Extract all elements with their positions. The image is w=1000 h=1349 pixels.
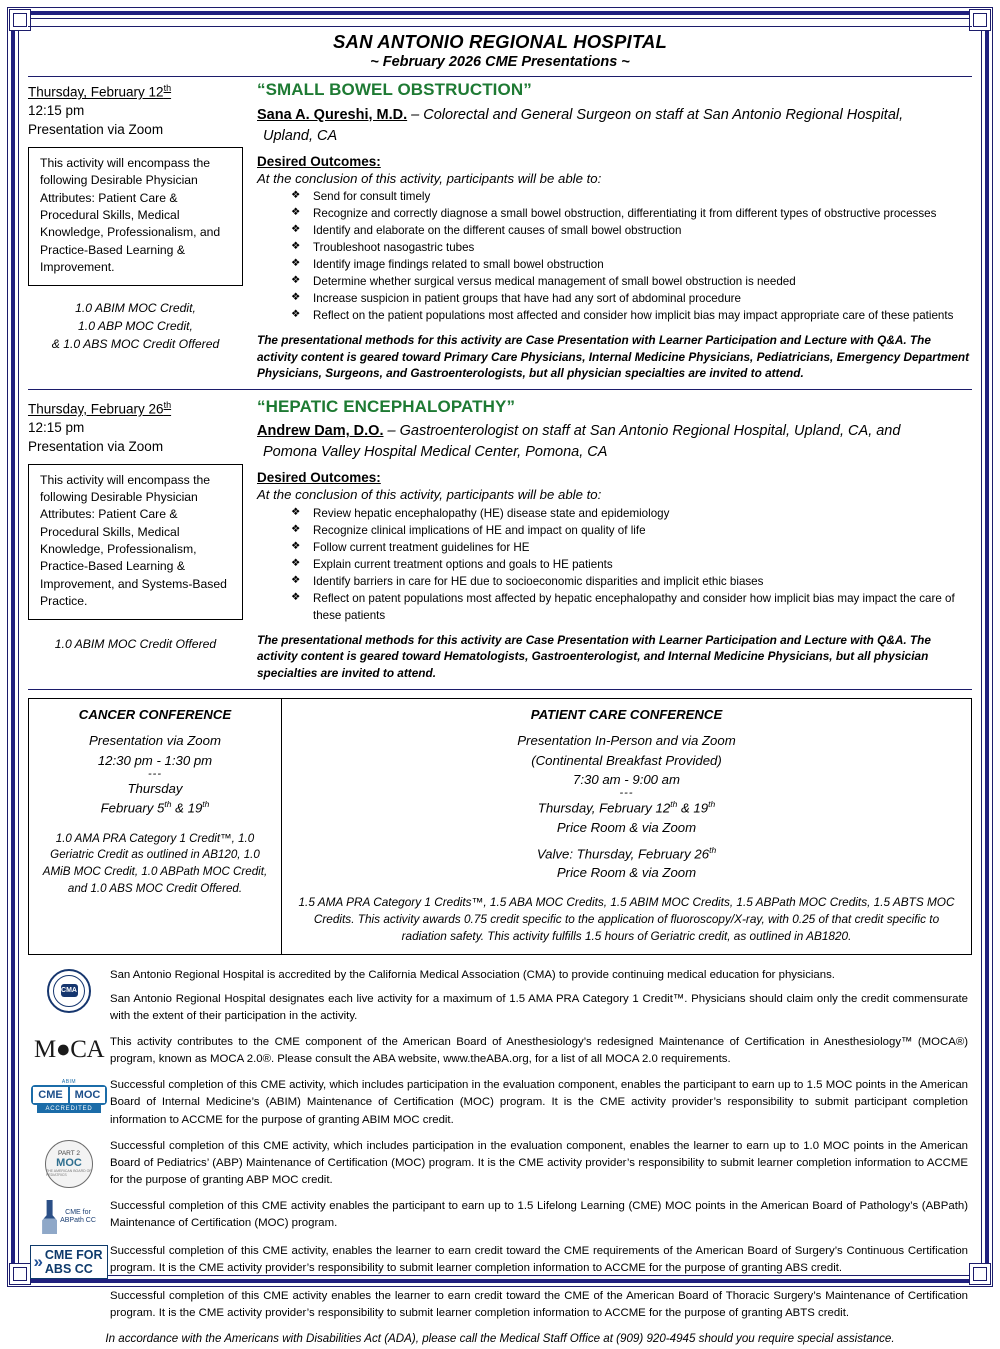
patient-care-room-1: Price Room & via Zoom: [556, 819, 697, 835]
abp-logo-moc: MOC: [56, 1157, 82, 1170]
session-2-speaker-name: Andrew Dam, D.O.: [257, 423, 384, 440]
session-2-time: 12:15 pm: [28, 419, 85, 435]
pc-date1-ordinal-2: th: [708, 799, 716, 810]
header-rule-top: [28, 26, 972, 27]
cancer-conference-venue: Presentation via Zoom: [89, 733, 221, 749]
list-item: ❖ Review hepatic encephalopathy (HE) disease state and epidemiology: [291, 506, 972, 523]
cancer-date-ordinal-1: th: [164, 799, 172, 810]
microscope-icon: [42, 1200, 57, 1234]
abpath-logo-container: [28, 1198, 110, 1234]
session-1-venue: Presentation via Zoom: [28, 122, 164, 137]
patient-care-room-2: Price Room & via Zoom: [556, 865, 697, 881]
list-item: ❖ Reflect on the patient populations most affected and consider how implicit bias may impact appropriate care of these patients: [291, 308, 972, 325]
session-2-date-text: Thursday, February 26: [28, 401, 164, 417]
abpath-cme-icon: [42, 1200, 96, 1234]
session-1-speaker-role: – Colorectal and General Surgeon on staff at San Antonio Regional Hospital,: [407, 106, 904, 123]
session-2-date-ordinal: th: [163, 400, 172, 411]
session-1-date: [28, 82, 243, 102]
abp-logo-caption: THE AMERICAN BOARD OF PEDIATRICS: [46, 1169, 92, 1178]
accreditation-row-abts: [28, 1288, 972, 1322]
session-1-topic-title: “SMALL BOWEL OBSTRUCTION”: [257, 80, 532, 100]
session-2-attributes-box: This activity will encompass the following Desirable Physician Attributes: Patient Care & Procedural Skills, Medical Knowledge, Professionalism, Practice-Based Learning & Improvement, and Systems-Based Practice.: [28, 464, 243, 621]
session-1-date-text: Thursday, February 12: [28, 84, 164, 100]
abim-logo-container: [28, 1077, 110, 1113]
list-item: ❖ Troubleshoot nasogastric tubes: [291, 240, 972, 257]
session-2-outcomes-lead: At the conclusion of this activity, participants will be able to:: [257, 487, 602, 503]
list-item: ❖ Identify and elaborate on the different causes of small bowel obstruction: [291, 223, 972, 240]
pc-date1-text: Thursday, February 12: [537, 800, 671, 816]
patient-care-time: 7:30 am - 9:00 am: [572, 771, 681, 787]
cancer-date-mid: & 19: [171, 800, 203, 816]
moca-logo-container: [28, 1034, 110, 1064]
session-2-topic-title: “HEPATIC ENCEPHALOPATHY”: [257, 397, 516, 417]
accreditation-row-abp: [28, 1138, 972, 1189]
pc-date2-text: Valve: Thursday, February 26: [536, 846, 710, 862]
cancer-conference-credits: 1.0 AMA PRA Category 1 Credit™, 1.0 Geriatric Credit as outlined in AB120, 1.0 AMiB MOC Credit, 1.0 ABPath MOC Credit, and 1.0 ABS MOC Credit Offered.: [42, 831, 268, 896]
accreditation-paragraph: This activity contributes to the CME component of the American Board of Anesthesiology’s redesigned Maintenance of Certification in Anesthesiology™ (MOCA®) program, known as MOCA 2.0®. Please consult the ABA website, www.theABA.org, for a list of all MOCA 2.0 requirements.: [110, 1036, 968, 1066]
conference-table: [28, 698, 972, 955]
session-2-credits: [28, 636, 243, 654]
accreditation-row-abpath: [28, 1198, 972, 1234]
pc-date1-mid: & 19: [677, 800, 709, 816]
session-1-methods: The presentational methods for this activity are Case Presentation with Learner Participation and Lecture with Q&A. The activity content is geared toward Primary Care Physicians, Internal Medicine Physicians, Pediatricians, Emergency Department Physicians, Surgeons, and Gastroenterologists, but all physician specialties are invited to attend.: [257, 332, 970, 381]
cancer-conference-day: Thursday: [127, 781, 183, 797]
cma-logo-container: [28, 967, 110, 1013]
session-2-speaker-role-cont: Pomona Valley Hospital Medical Center, Pomona, CA: [263, 444, 608, 461]
accreditation-text-moca: [110, 1034, 972, 1068]
cancer-conference-dates: [37, 798, 273, 818]
patient-care-dates-2: [290, 844, 963, 864]
session-block-2: [28, 394, 972, 682]
abs-cc-icon: [30, 1245, 107, 1279]
cma-seal-icon: CMA: [47, 969, 91, 1013]
list-item: ❖ Identify image findings related to small bowel obstruction: [291, 257, 972, 274]
moca-logo-icon: M●CA: [33, 1036, 105, 1064]
session-1-attributes-box: This activity will encompass the following Desirable Physician Attributes: Patient Care & Procedural Skills, Medical Knowledge, Professionalism, and Practice-Based Learning & Improvement.: [28, 147, 243, 286]
cancer-conference-cell: [29, 699, 282, 954]
accreditation-text-abim: [110, 1077, 972, 1128]
list-item: ❖ Increase suspicion in patient groups that have had any sort of abdominal procedure: [291, 291, 972, 308]
accreditation-paragraph: Successful completion of this CME activity, which includes participation in the evaluation component, enables the participant to earn up to 1.5 MOC points in the American Board of Internal Medicine’s (ABIM) Maintenance of Certification (MOC) program. It is the CME activity provider’s responsibility to submit participant completion information to ACCME for the purpose of granting ABIM MOC credit.: [110, 1079, 968, 1126]
ada-notice: In accordance with the Americans with Disabilities Act (ADA), please call the Medical Staff Office at (909) 920-4945 should you require special assistance.: [105, 1332, 895, 1346]
accreditation-section: [28, 967, 972, 1322]
abp-part2-moc-icon: [45, 1140, 93, 1188]
patient-care-dates-1: [290, 798, 963, 818]
session-1-speaker: [257, 105, 972, 147]
session-1-time: 12:15 pm: [28, 103, 85, 119]
cancer-date-text: February 5: [100, 800, 165, 816]
session-block-1: [28, 77, 972, 382]
abs-logo-line1: CME FOR: [44, 1247, 103, 1262]
session-2-right-column: [243, 394, 972, 682]
session-2-date: [28, 399, 243, 419]
accreditation-text-cma: [110, 967, 972, 1025]
pc-date2-ordinal: th: [709, 844, 717, 855]
abim-cme-moc-icon: [31, 1079, 107, 1113]
list-item: ❖ Send for consult timely: [291, 189, 972, 206]
accreditation-paragraph: San Antonio Regional Hospital is accredited by the California Medical Association (CMA) to provide continuing medical education for physicians.: [110, 968, 835, 981]
accreditation-row-cma: [28, 967, 972, 1025]
abp-logo-container: [28, 1138, 110, 1188]
session-1-credits: [28, 300, 243, 353]
session-2-outcomes-list: [257, 506, 972, 624]
cancer-conference-separator: ---: [148, 767, 162, 780]
list-item: ❖ Recognize and correctly diagnose a small bowel obstruction, differentiating it from different types of obstructive processes: [291, 206, 972, 223]
session-1-credit-line: 1.0 ABIM MOC Credit,: [75, 301, 196, 316]
patient-care-credits: 1.5 AMA PRA Category 1 Credits™, 1.5 ABA MOC Credits, 1.5 ABIM MOC Credits, 1.5 ABPath MOC Credits, 1.5 ABTS MOC Credits. This activity awards 0.75 credit specific to the application of fluoroscopy/X-ray, with 0.25 of that credit specific to radiation safety. This activity fulfills 1.5 hours of Geriatric credit, as outlined in AB1820.: [298, 894, 955, 943]
abts-logo-container: [28, 1288, 110, 1290]
cancer-conference-title: CANCER CONFERENCE: [78, 706, 232, 722]
accreditation-row-abs: [28, 1243, 972, 1279]
session-1-speaker-role-cont: Upland, CA: [263, 127, 338, 144]
session-2-methods: The presentational methods for this activity are Case Presentation with Learner Participation and Lecture with Q&A. The activity content is geared toward Hematologists, Gastroenterologist, and Internal Medicine Physicians, but all physician specialties are invited to attend.: [257, 632, 931, 681]
cancer-conference-time: 12:30 pm - 1:30 pm: [97, 752, 213, 768]
accreditation-row-abim: [28, 1077, 972, 1128]
abs-logo-container: [28, 1243, 110, 1279]
abp-logo-part: PART 2: [57, 1150, 81, 1158]
accreditation-paragraph: Successful completion of this CME activity, which includes participation in the evaluation component, enables the learner to earn up to 1.0 MOC points in the American Board of Pediatrics’ (ABP) Maintenance of Certification (MOC) program. It is the CME activity provider’s responsibility to submit learner completion information to ACCME for the purpose of granting ABP MOC credit.: [110, 1139, 968, 1186]
accreditation-paragraph: San Antonio Regional Hospital designates each live activity for a maximum of 1.5 AMA PRA Category 1 Credit™. Physicians should claim only the credit commensurate with the extent of their participation in the activity.: [110, 992, 968, 1022]
session-1-credit-line: & 1.0 ABS MOC Credit Offered: [51, 336, 220, 351]
abim-logo-moc: MOC: [70, 1087, 105, 1103]
session-2-speaker: [257, 421, 972, 463]
session-1-speaker-name: Sana A. Qureshi, M.D.: [257, 106, 408, 123]
list-item: ❖ Explain current treatment options and goals to HE patients: [291, 557, 972, 574]
patient-care-breakfast: (Continental Breakfast Provided): [531, 752, 722, 768]
accreditation-text-abpath: [110, 1198, 972, 1232]
patient-care-separator: ---: [619, 786, 634, 799]
abim-logo-accredited: ACCREDITED: [37, 1105, 101, 1113]
cancer-date-ordinal-2: th: [202, 799, 210, 810]
session-2-speaker-role: – Gastroenterologist on staff at San Antonio Regional Hospital, Upland, CA, and: [383, 423, 901, 440]
accreditation-paragraph: Successful completion of this CME activity enables the learner to earn credit toward the CME of the American Board of Thoracic Surgery’s Maintenance of Certification program. It is the CME activity provider’s responsibility to submit learner completion information to ACCME for the purpose of granting ABTS credit.: [110, 1289, 968, 1320]
session-2-venue: Presentation via Zoom: [28, 438, 164, 454]
abim-logo-cme: CME: [33, 1087, 70, 1103]
session-1-date-ordinal: th: [163, 83, 172, 94]
list-item: ❖ Follow current treatment guidelines for HE: [291, 540, 972, 557]
corner-ornament-bottom-right: [969, 1263, 991, 1285]
document-content: [28, 26, 972, 1349]
page-title: SAN ANTONIO REGIONAL HOSPITAL: [332, 31, 668, 52]
patient-care-conference-title: PATIENT CARE CONFERENCE: [530, 706, 723, 722]
session-1-credit-line: 1.0 ABP MOC Credit,: [78, 318, 193, 333]
session-1-outcomes-heading: Desired Outcomes:: [257, 153, 381, 169]
abim-logo-top: ABIM: [61, 1079, 77, 1086]
pc-date1-ordinal-1: th: [670, 799, 678, 810]
page-subtitle: ~ February 2026 CME Presentations ~: [370, 54, 630, 71]
abpath-logo-line1: CME for: [65, 1208, 91, 1216]
abs-logo-line2: ABS CC: [44, 1261, 93, 1276]
accreditation-text-abp: [110, 1138, 972, 1189]
session-2-outcomes-heading: Desired Outcomes:: [257, 470, 381, 486]
session-divider-rule: [28, 389, 972, 390]
accreditation-text-abts: [110, 1288, 972, 1322]
session-1-outcomes-lead: At the conclusion of this activity, participants will be able to:: [257, 170, 602, 186]
list-item: ❖ Recognize clinical implications of HE and impact on quality of life: [291, 523, 972, 540]
list-item: ❖ Reflect on patent populations most affected by hepatic encephalopathy and consider how implicit bias may impact the care of these patients: [291, 591, 972, 625]
list-item: ❖ Determine whether surgical versus medical management of small bowel obstruction is needed: [291, 274, 972, 291]
accreditation-paragraph: Successful completion of this CME activity, enables the learner to earn credit toward the CME requirements of the American Board of Surgery’s Continuous Certification program. It is the CME activity provider’s responsibility to submit learner completion information to ACCME for the purpose of granting ABS credit.: [110, 1244, 968, 1275]
corner-ornament-top-right: [969, 9, 991, 31]
conference-divider-rule: [28, 689, 972, 690]
session-1-right-column: [243, 77, 972, 382]
patient-care-venue: Presentation In-Person and via Zoom: [517, 733, 736, 749]
chevron-right-icon: »: [33, 1252, 43, 1272]
accreditation-text-abs: [110, 1243, 972, 1277]
session-1-outcomes-list: [257, 189, 972, 324]
session-1-left-column: [28, 77, 243, 353]
session-2-left-column: [28, 394, 243, 654]
accreditation-row-moca: [28, 1034, 972, 1068]
session-2-credit-line: 1.0 ABIM MOC Credit Offered: [54, 637, 217, 652]
accreditation-paragraph: Successful completion of this CME activity enables the participant to earn up to 1.5 Lifelong Learning (CME) MOC points in the American Board of Pathology’s (ABPath) Maintenance of Certification (MOC) program.: [110, 1199, 968, 1230]
abpath-logo-line2: ABPath CC: [60, 1216, 96, 1224]
list-item: ❖ Identify barriers in care for HE due to socioeconomic disparities and implicit ethic biases: [291, 574, 972, 591]
patient-care-conference-cell: [282, 699, 971, 954]
